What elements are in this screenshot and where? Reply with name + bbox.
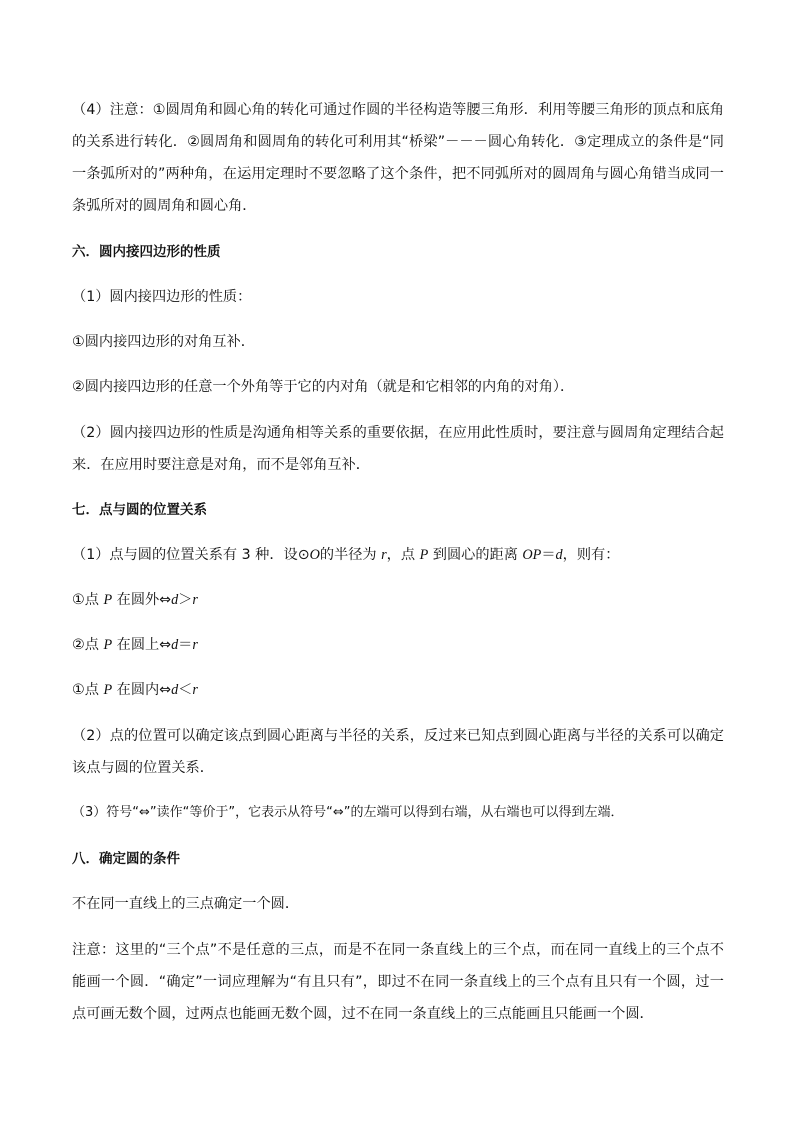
paragraph-7-2: （2）点的位置可以确定该点到圆心距离与半径的关系，反过来已知点到圆心距离与半径的关系可以确定该点与圆的位置关系． — [72, 728, 724, 776]
note-paragraph-8: 注意：这里的“三个点”不是任意的三点，而是不在同一条直线上的三个点，而在同一直线上的三个点不能画一个圆．“确定”一词应理解为“有且只有”，即过不在同一条直线上的三个点有且只有一个圆，过一点可画无数个圆，过两点也能画无数个圆，过不在同一条直线上的三点能画且只能画一个圆． — [72, 942, 724, 1022]
list-item-6-2: ②圆内接四边形的任意一个外角等于它的内对角（就是和它相邻的内角的对角）． — [72, 379, 575, 395]
note-paragraph-4: （4）注意：①圆周角和圆心角的转化可通过作圆的半径构造等腰三角形．利用等腰三角形的顶点和底角的关系进行转化．②圆周角和圆周角的转化可利用其“桥梁”－－－圆心角转化．③定理成立的条件是“同一条弧所对的”两种角，在运用定理时不要忽略了这个条件，把不同弧所对的圆周角与圆心角错当成同一条弧所对的圆周角和圆心角． — [72, 102, 724, 214]
paragraph-7-3: （3）符号“⇔”读作“等价于”，它表示从符号“⇔”的左端可以得到右端，从右端也可以得到左端． — [72, 805, 624, 820]
list-item-7-2: ②点 P 在圆上⇔d＝r — [72, 637, 198, 653]
section-heading-7: 七．点与圆的位置关系 — [72, 502, 207, 518]
list-item-7-3: ①点 P 在圆内⇔d＜r — [72, 682, 198, 698]
section-heading-6: 六．圆内接四边形的性质 — [72, 244, 221, 260]
list-item-6-1: ①圆内接四边形的对角互补． — [72, 334, 255, 350]
paragraph-6-2: （2）圆内接四边形的性质是沟通角相等关系的重要依据，在应用此性质时，要注意与圆周角定理结合起来．在应用时要注意是对角，而不是邻角互补． — [72, 425, 724, 473]
paragraph-8-1: 不在同一直线上的三点确定一个圆． — [72, 896, 300, 912]
section-heading-8: 八．确定圆的条件 — [72, 851, 180, 867]
list-item-7-1: ①点 P 在圆外⇔d＞r — [72, 592, 198, 608]
paragraph-7-1: （1）点与圆的位置关系有 3 种．设⊙O的半径为 r，点 P 到圆心的距离 OP＝d，则有： — [72, 547, 620, 563]
paragraph-6-1: （1）圆内接四边形的性质： — [72, 289, 252, 305]
